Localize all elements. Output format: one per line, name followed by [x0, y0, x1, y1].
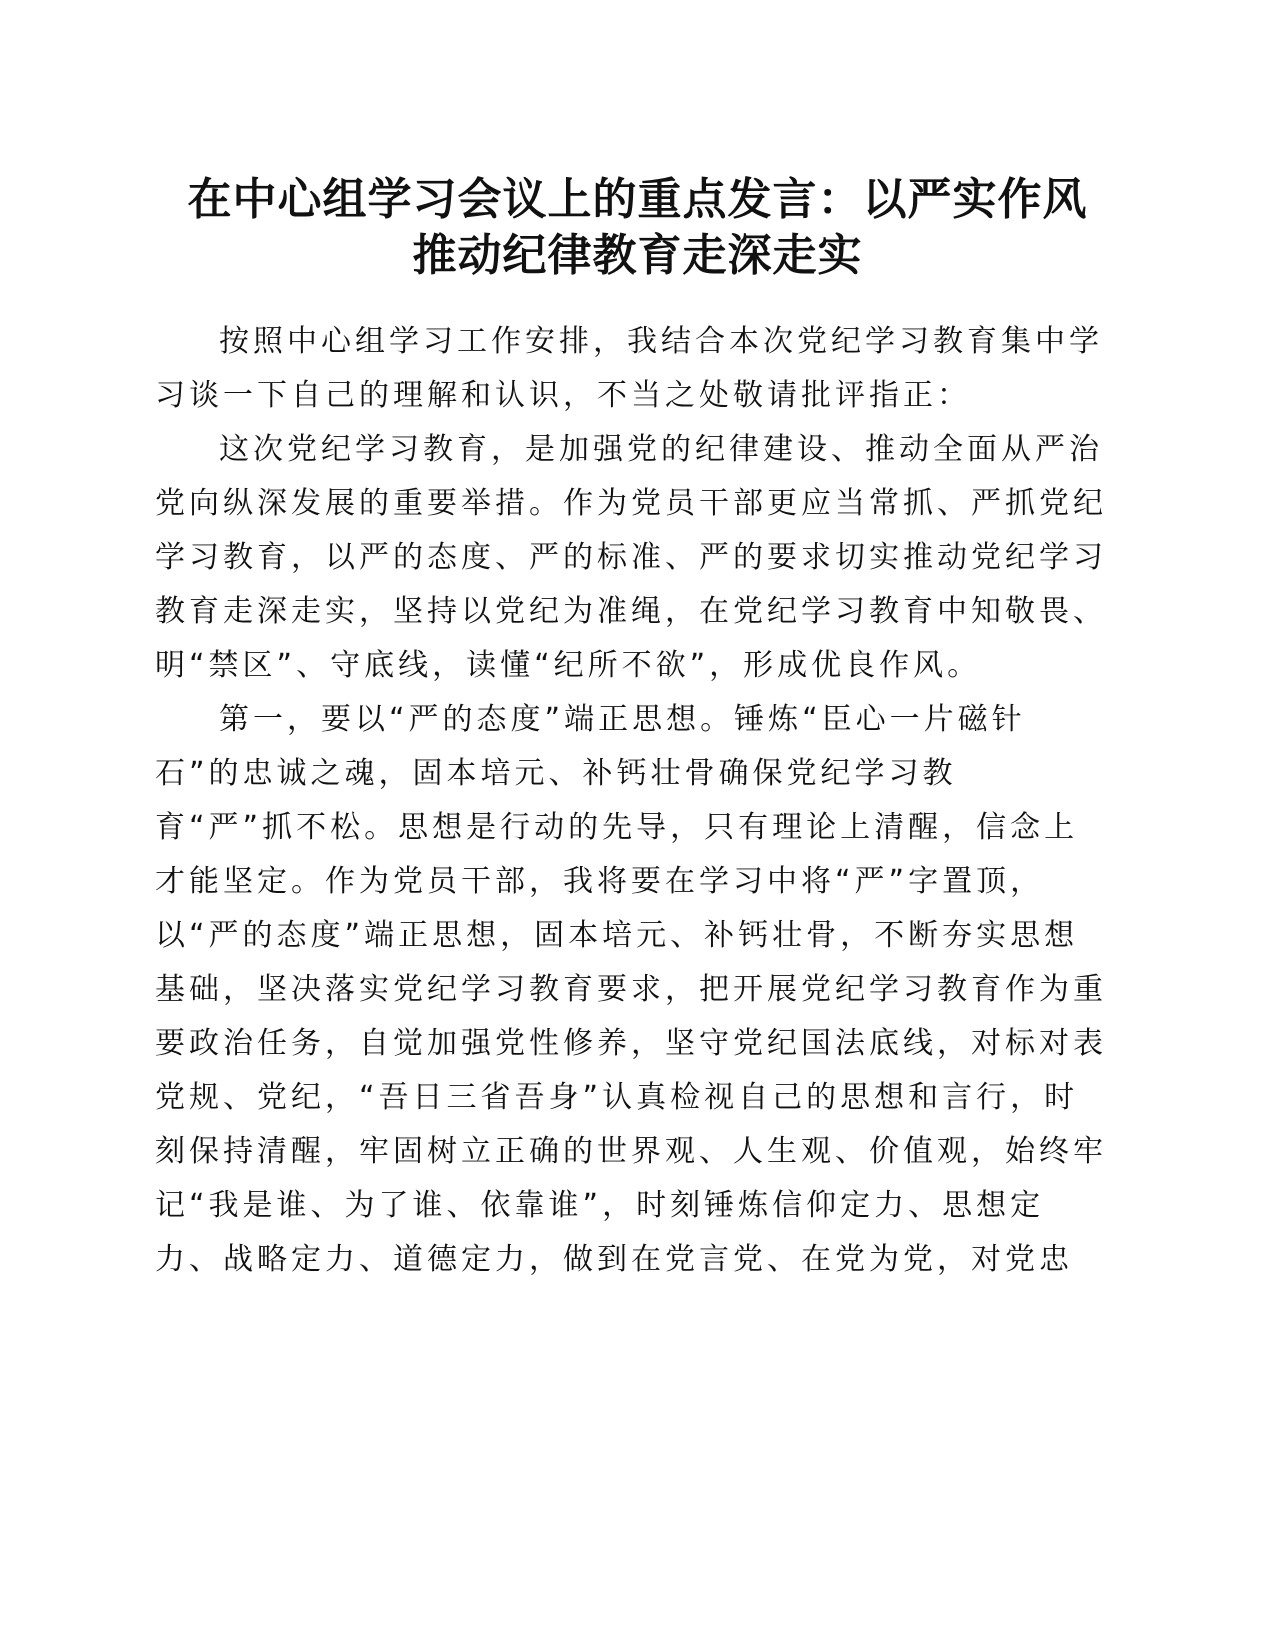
paragraph-3-line-5: 以“严的态度”端正思想，固本培元、补钙壮骨，不断夯实思想 — [155, 918, 1079, 953]
paragraph-2-line-2: 党向纵深发展的重要举措。作为党员干部更应当常抓、严抓党纪 — [155, 486, 1107, 521]
paragraph-3-line-11: 力、战略定力、道德定力，做到在党言党、在党为党，对党忠 — [155, 1242, 1073, 1277]
paragraph-3-line-1: 第一，要以“严的态度”端正思想。锤炼“臣心一片磁针 — [219, 702, 1026, 737]
document-title — [150, 172, 1125, 284]
paragraph-2-line-3: 学习教育，以严的态度、严的标准、严的要求切实推动党纪学习 — [155, 540, 1107, 575]
title-line-2: 推动纪律教育走深走实 — [412, 230, 863, 281]
title-line-1: 在中心组学习会议上的重点发言：以严实作风 — [187, 174, 1088, 225]
paragraph-3-line-9: 刻保持清醒，牢固树立正确的世界观、人生观、价值观，始终牢 — [155, 1134, 1107, 1169]
paragraph-3-line-7: 要政治任务，自觉加强党性修养，坚守党纪国法底线，对标对表 — [155, 1026, 1107, 1061]
paragraph-3-line-4: 才能坚定。作为党员干部，我将要在学习中将“严”字置顶， — [155, 864, 1045, 899]
paragraph-3-line-6: 基础，坚决落实党纪学习教育要求，把开展党纪学习教育作为重 — [155, 972, 1107, 1007]
paragraph-3-line-3: 育“严”抓不松。思想是行动的先导，只有理论上清醒，信念上 — [155, 810, 1079, 845]
paragraph-2-line-4: 教育走深走实，坚持以党纪为准绳，在党纪学习教育中知敬畏、 — [155, 594, 1107, 629]
paragraph-2-line-5: 明“禁区”、守底线，读懂“纪所不欲”，形成优良作风。 — [155, 648, 982, 683]
paragraph-1-line-2: 习谈一下自己的理解和认识，不当之处敬请批评指正： — [155, 378, 971, 413]
paragraph-3-line-10: 记“我是谁、为了谁、依靠谁”，时刻锤炼信仰定力、思想定 — [155, 1188, 1045, 1223]
paragraph-3-line-2: 石”的忠诚之魂，固本培元、补钙壮骨确保党纪学习教 — [155, 756, 957, 791]
paragraph-3-line-8: 党规、党纪，“吾日三省吾身”认真检视自己的思想和言行，时 — [155, 1080, 1079, 1115]
paragraph-1-line-1: 按照中心组学习工作安排，我结合本次党纪学习教育集中学 — [219, 324, 1103, 359]
paragraph-2-line-1: 这次党纪学习教育，是加强党的纪律建设、推动全面从严治 — [219, 432, 1103, 467]
